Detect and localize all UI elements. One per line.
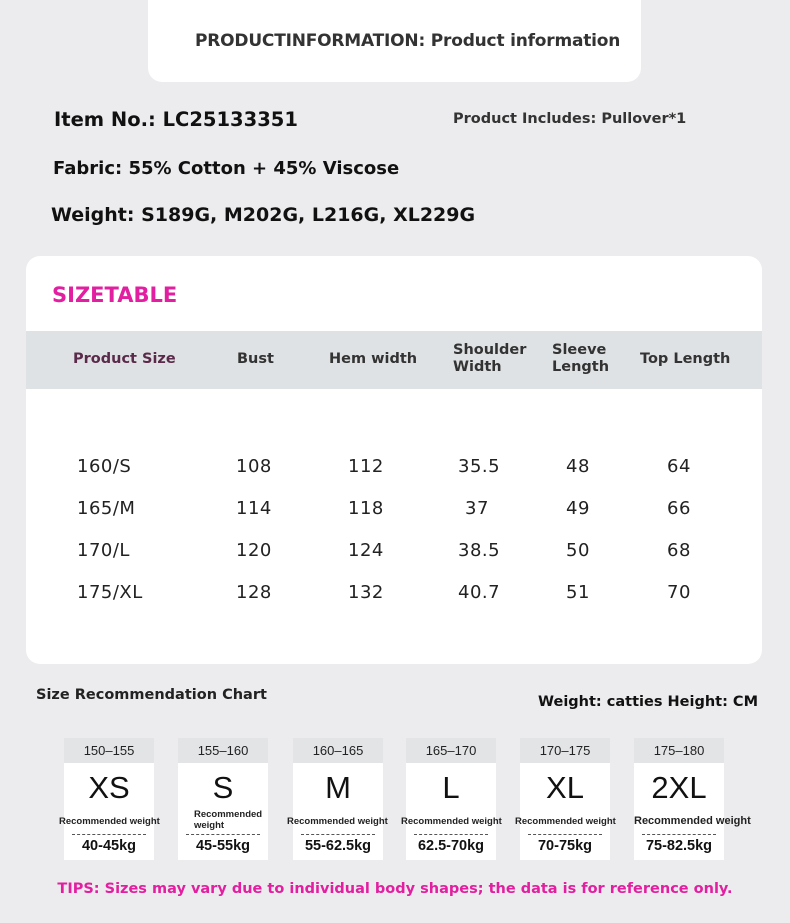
weight-range: 55-62.5kg [304, 838, 372, 854]
table-row [26, 582, 762, 624]
fabric-composition: Fabric: 55% Cotton + 45% Viscose [53, 158, 400, 179]
size-letter: L [442, 770, 460, 805]
recommended-weight-label: Recommended weight [287, 816, 388, 827]
size-letter: XL [546, 770, 584, 805]
cell-hem-width: 132 [348, 582, 384, 603]
size-card-m [287, 738, 388, 860]
size-letter: S [212, 770, 234, 805]
header-shoulder-width: Shoulder Width [453, 342, 527, 375]
height-range: 175–180 [634, 738, 724, 763]
size-letter: 2XL [651, 770, 707, 805]
header-top-length: Top Length [640, 351, 731, 367]
weight-range: 75-82.5kg [645, 838, 713, 854]
divider [528, 834, 602, 835]
cell-top-length: 64 [667, 456, 691, 477]
cell-top-length: 66 [667, 498, 691, 519]
cell-sleeve-length: 49 [566, 498, 590, 519]
divider [72, 834, 146, 835]
size-card-l [401, 738, 502, 860]
product-includes: Product Includes: Pullover*1 [453, 111, 687, 127]
weight-range: 70-75kg [537, 838, 592, 854]
recommended-weight-label: Recommended weight [194, 809, 263, 831]
cell-size: 175/XL [77, 582, 143, 603]
divider [414, 834, 488, 835]
recommended-weight-label: Recommended weight [59, 816, 160, 827]
cell-sleeve-length: 50 [566, 540, 590, 561]
cell-sleeve-length: 51 [566, 582, 590, 603]
cell-size: 165/M [77, 498, 136, 519]
table-row [26, 498, 762, 540]
product-information-card [148, 0, 641, 82]
cell-hem-width: 118 [348, 498, 384, 519]
size-card-xs [59, 738, 160, 860]
height-range: 170–175 [520, 738, 610, 763]
cell-bust: 120 [236, 540, 272, 561]
cell-sleeve-length: 48 [566, 456, 590, 477]
table-row [26, 456, 762, 498]
size-card-s [178, 738, 268, 860]
cell-top-length: 70 [667, 582, 691, 603]
item-number: Item No.: LC25133351 [54, 108, 298, 131]
divider [186, 834, 260, 835]
cell-shoulder-width: 40.7 [458, 582, 501, 603]
cell-size: 170/L [77, 540, 130, 561]
divider [642, 834, 716, 835]
cell-bust: 128 [236, 582, 272, 603]
size-card-2xl [634, 738, 751, 860]
recommended-weight-label: Recommended weight [634, 815, 751, 827]
height-range: 165–170 [406, 738, 496, 763]
header-bust: Bust [237, 351, 274, 367]
size-letter: M [325, 770, 351, 805]
recommended-weight-label: Recommended weight [515, 816, 616, 827]
header-product-size: Product Size [73, 351, 176, 367]
size-card-xl [515, 738, 616, 860]
height-range: 150–155 [64, 738, 154, 763]
cell-bust: 114 [236, 498, 272, 519]
divider [301, 834, 375, 835]
cell-top-length: 68 [667, 540, 691, 561]
header-sleeve-length: Sleeve Length [552, 342, 610, 375]
height-range: 160–165 [293, 738, 383, 763]
recommended-weight-label: Recommended weight [401, 816, 502, 827]
cell-size: 160/S [77, 456, 132, 477]
header-hem-width: Hem width [329, 351, 418, 367]
weight-range: 45-55kg [195, 838, 250, 854]
height-range: 155–160 [178, 738, 268, 763]
weight-range: 62.5-70kg [417, 838, 485, 854]
weight-range: 40-45kg [81, 838, 136, 854]
cell-shoulder-width: 38.5 [458, 540, 501, 561]
cell-hem-width: 112 [348, 456, 384, 477]
size-letter: XS [88, 770, 130, 805]
garment-weight: Weight: S189G, M202G, L216G, XL229G [51, 204, 476, 226]
table-row [26, 540, 762, 582]
cell-shoulder-width: 35.5 [458, 456, 501, 477]
cell-hem-width: 124 [348, 540, 384, 561]
product-information-label: PRODUCTINFORMATION: Product information [195, 31, 621, 51]
size-table-header [26, 331, 762, 389]
cell-shoulder-width: 37 [465, 498, 489, 519]
size-table-card [26, 256, 762, 664]
tips-note: TIPS: Sizes may vary due to individual body shapes; the data is for reference only. [57, 881, 733, 897]
size-recommendation-title: Size Recommendation Chart [36, 687, 267, 703]
size-table-title: SIZETABLE [52, 283, 178, 307]
recommendation-units: Weight: catties Height: CM [538, 694, 758, 710]
cell-bust: 108 [236, 456, 272, 477]
